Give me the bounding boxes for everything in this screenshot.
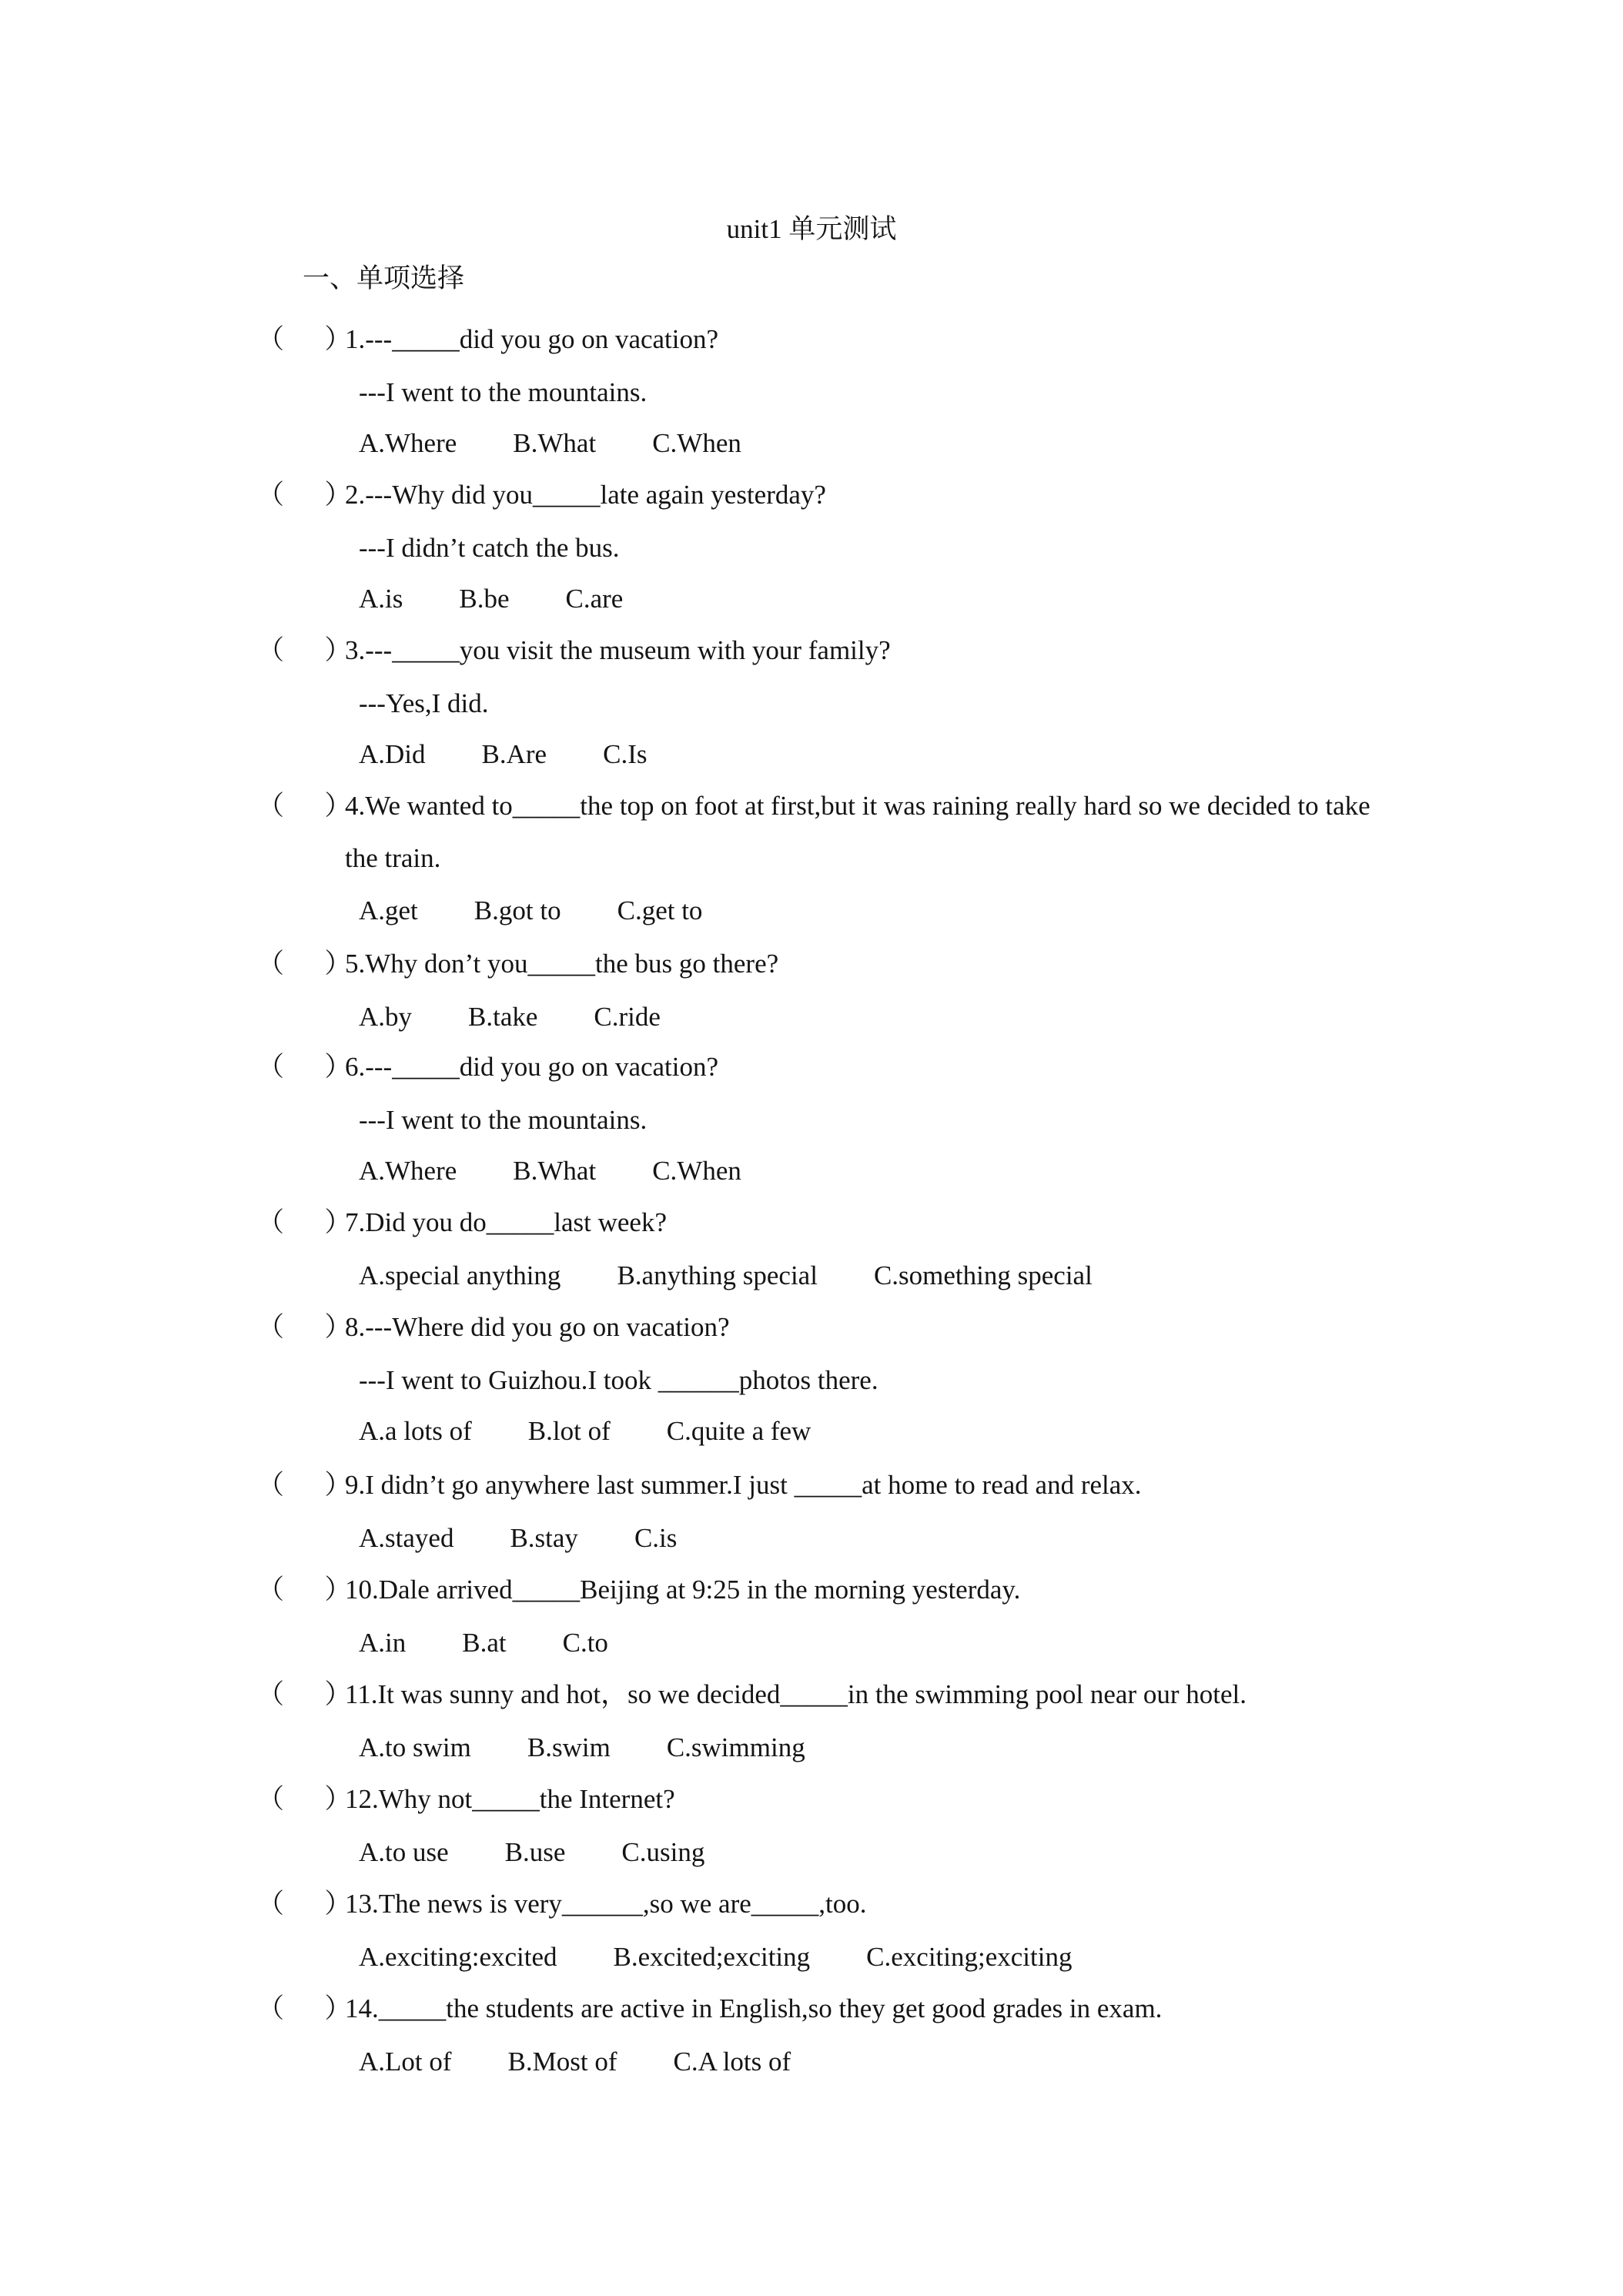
option: A.exciting:excited xyxy=(359,1942,557,1972)
option: C.exciting;exciting xyxy=(866,1942,1073,1972)
question-stem: 1.---_____did you go on vacation? xyxy=(345,324,719,354)
question-stem: 11.It was sunny and hot，so we decided_____in the swimming pool near our hotel. xyxy=(345,1679,1247,1709)
option: C.are xyxy=(565,584,624,614)
option: A.Did xyxy=(359,739,426,769)
answer-line: ---I went to the mountains. xyxy=(359,377,648,407)
options-row xyxy=(359,423,741,464)
answer-parentheses: （ ） xyxy=(257,480,352,510)
options-row xyxy=(359,997,661,1037)
option: B.What xyxy=(513,428,597,458)
question-stem: 2.---Why did you_____late again yesterday? xyxy=(345,480,826,510)
option: C.When xyxy=(652,428,741,458)
question-stem: 5.Why don’t you_____the bus go there? xyxy=(345,949,779,979)
option: B.lot of xyxy=(527,1416,611,1446)
answer-parentheses: （ ） xyxy=(257,1889,352,1919)
question-stem: 4.We wanted to_____the top on foot at first,but it was raining really hard so we decided to take the train. xyxy=(345,791,1370,873)
option: C.is xyxy=(634,1523,678,1553)
options-row xyxy=(359,735,647,775)
question-stem: 12.Why not_____the Internet? xyxy=(345,1784,675,1814)
option: B.use xyxy=(504,1837,566,1867)
option: C.get to xyxy=(617,895,703,925)
option: A.a lots of xyxy=(359,1416,472,1446)
answer-parentheses: （ ） xyxy=(257,1784,352,1814)
option: B.anything special xyxy=(617,1260,818,1290)
answer-parentheses: （ ） xyxy=(257,1470,352,1500)
answer-parentheses: （ ） xyxy=(257,1052,352,1082)
section-heading: 一、单项选择 xyxy=(303,263,465,293)
question-stem: 3.---_____you visit the museum with your family? xyxy=(345,635,891,665)
answer-line: ---I went to Guizhou.I took ______photos there. xyxy=(359,1365,878,1395)
option: A.to use xyxy=(359,1837,449,1867)
answer-parentheses: （ ） xyxy=(257,1575,352,1605)
option: A.Lot of xyxy=(359,2047,452,2077)
option: A.in xyxy=(359,1628,407,1658)
option: A.to swim xyxy=(359,1732,471,1762)
answer-parentheses: （ ） xyxy=(257,635,352,665)
option: B.What xyxy=(513,1156,597,1186)
option: B.at xyxy=(462,1628,507,1658)
options-row xyxy=(359,891,702,931)
options-row xyxy=(359,1411,811,1451)
answer-parentheses: （ ） xyxy=(257,791,352,821)
options-row xyxy=(359,1832,704,1873)
question-stem: 13.The news is very______,so we are_____,too. xyxy=(345,1889,867,1919)
options-row xyxy=(359,1256,1093,1296)
answer-parentheses: （ ） xyxy=(257,1679,352,1709)
option: C.quite a few xyxy=(666,1416,812,1446)
answer-line: ---I went to the mountains. xyxy=(359,1105,648,1135)
options-row xyxy=(359,1518,677,1558)
answer-parentheses: （ ） xyxy=(257,1207,352,1237)
answer-parentheses: （ ） xyxy=(257,1993,352,2023)
option: B.Are xyxy=(481,739,547,769)
option: C.using xyxy=(621,1837,705,1867)
question-stem: 6.---_____did you go on vacation? xyxy=(345,1052,719,1082)
option: B.stay xyxy=(510,1523,578,1553)
option: A.is xyxy=(359,584,403,614)
option: A.Where xyxy=(359,1156,457,1186)
answer-line: ---Yes,I did. xyxy=(359,688,489,718)
answer-line: ---I didn’t catch the bus. xyxy=(359,533,620,563)
option: B.take xyxy=(468,1002,538,1032)
option: C.When xyxy=(652,1156,741,1186)
options-row xyxy=(359,1937,1072,1977)
option: C.swimming xyxy=(666,1732,805,1762)
option: A.Where xyxy=(359,428,457,458)
option: B.be xyxy=(459,584,510,614)
question-stem: 10.Dale arrived_____Beijing at 9:25 in the morning yesterday. xyxy=(345,1575,1021,1605)
option: C.A lots of xyxy=(673,2047,791,2077)
option: A.by xyxy=(359,1002,413,1032)
answer-parentheses: （ ） xyxy=(257,324,352,354)
option: A.special anything xyxy=(359,1260,561,1290)
page-title: unit1 单元测试 xyxy=(726,214,897,244)
options-row xyxy=(359,1151,741,1191)
option: C.something special xyxy=(873,1260,1093,1290)
answer-parentheses: （ ） xyxy=(257,1312,352,1342)
option: C.ride xyxy=(594,1002,661,1032)
options-row xyxy=(359,1728,805,1768)
option: B.swim xyxy=(527,1732,611,1762)
option: C.Is xyxy=(603,739,648,769)
options-row xyxy=(359,579,623,619)
option: C.to xyxy=(562,1628,608,1658)
question-stem: 7.Did you do_____last week? xyxy=(345,1207,667,1237)
option: B.excited;exciting xyxy=(613,1942,811,1972)
question-stem: 8.---Where did you go on vacation? xyxy=(345,1312,730,1342)
option: A.stayed xyxy=(359,1523,454,1553)
option: B.got to xyxy=(474,895,561,925)
option: A.get xyxy=(359,895,418,925)
options-row xyxy=(359,1623,608,1663)
options-row xyxy=(359,2042,791,2082)
question-stem: 14._____the students are active in English,so they get good grades in exam. xyxy=(345,1993,1163,2023)
option: B.Most of xyxy=(507,2047,617,2077)
question-stem: 9.I didn’t go anywhere last summer.I just _____at home to read and relax. xyxy=(345,1470,1142,1500)
answer-parentheses: （ ） xyxy=(257,949,352,979)
